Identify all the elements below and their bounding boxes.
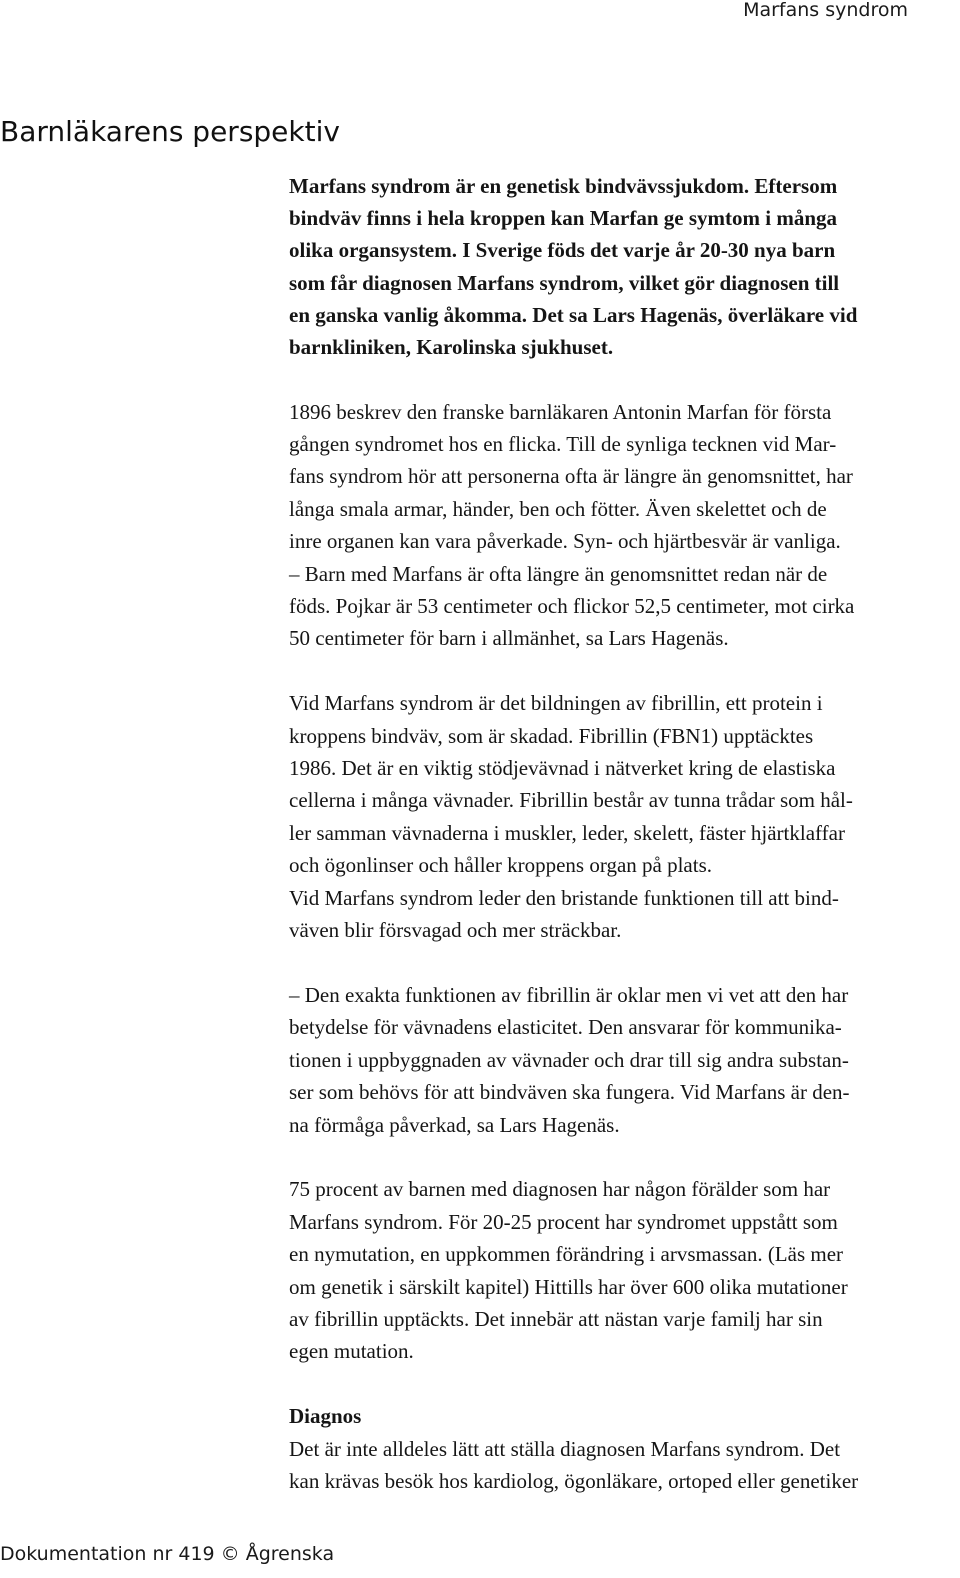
diagnos-heading: Diagnos	[289, 1404, 362, 1429]
paragraph-spacer	[289, 363, 953, 395]
page-footer: Dokumentation nr 419 © Ågrenska	[0, 1543, 335, 1565]
paragraph-quote: – Den exakta funktionen av fibrillin är oklar men vi vet att den har betydelse för vävnadens elasticitet. Den ansvarar för kommunika- tionen i uppbyggnaden av vävnader och drar till sig andra substan- ser som behövs för att bindväven ska fungera. Vid Marfans är den- na förmåga påverkad, sa Lars Hagenäs.	[289, 982, 850, 1137]
section-title: Barnläkarens perspektiv	[0, 115, 340, 148]
paragraph-spacer	[289, 947, 953, 979]
paragraph-spacer	[289, 655, 953, 687]
paragraph-heredity: 75 procent av barnen med diagnosen har någon förälder som har Marfans syndrom. För 20-25 procent har syndromet uppstått som en nymutation, en uppkommen förändring i arvsmassan. (Läs mer om genetik i särskilt kapitel) Hittills har över 600 olika mutationer av fibrillin upptäckts. Det innebär att nästan varje familj har sin egen mutation.	[289, 1177, 848, 1364]
running-header: Marfans syndrom	[743, 0, 908, 21]
paragraph-spacer	[289, 1141, 953, 1173]
article-body	[289, 170, 953, 1497]
diagnos-paragraph: Det är inte alldeles lätt att ställa diagnosen Marfans syndrom. Det kan krävas besök hos kardiolog, ögonläkare, ortoped eller genetiker	[289, 1436, 859, 1493]
lead-paragraph: Marfans syndrom är en genetisk bindvävssjukdom. Eftersom bindväv finns i hela kroppen kan Marfan ge symtom i många olika organsystem. I Sverige föds det varje år 20-30 nya barn som får diagnosen Marfans syndrom, vilket gör diagnosen till en ganska vanlig åkomma. Det sa Lars Hagenäs, överläkare vid barnkliniken, Karolinska sjukhuset.	[289, 174, 858, 360]
paragraph-spacer	[289, 1368, 953, 1400]
paragraph-history: 1896 beskrev den franske barnläkaren Antonin Marfan för första gången syndromet hos en flicka. Till de synliga tecknen vid Mar- fans syndrom hör att personerna ofta är längre än genomsnittet, har långa smala armar, händer, ben och fötter. Även skelettet och de inre organen kan vara påverkade. Syn- och hjärtbesvär är vanliga. – Barn med Marfans är ofta längre än genomsnittet redan när de föds. Pojkar är 53 centimeter och flickor 52,5 centimeter, mot cirka 50 centimeter för barn i allmänhet, sa Lars Hagenäs.	[289, 399, 855, 651]
paragraph-fibrillin: Vid Marfans syndrom är det bildningen av fibrillin, ett protein i kroppens bindväv, som är skadad. Fibrillin (FBN1) upptäcktes 1986. Det är en viktig stödjevävnad i nätverket kring de elastiska cellerna i många vävnader. Fibrillin består av tunna trådar som hål- ler samman vävnaderna i muskler, leder, skelett, fäster hjärtklaffar och ögonlinser och håller kroppens organ på plats. Vid Marfans syndrom leder den bristande funktionen till att bind- väven blir försvagad och mer sträckbar.	[289, 691, 853, 943]
